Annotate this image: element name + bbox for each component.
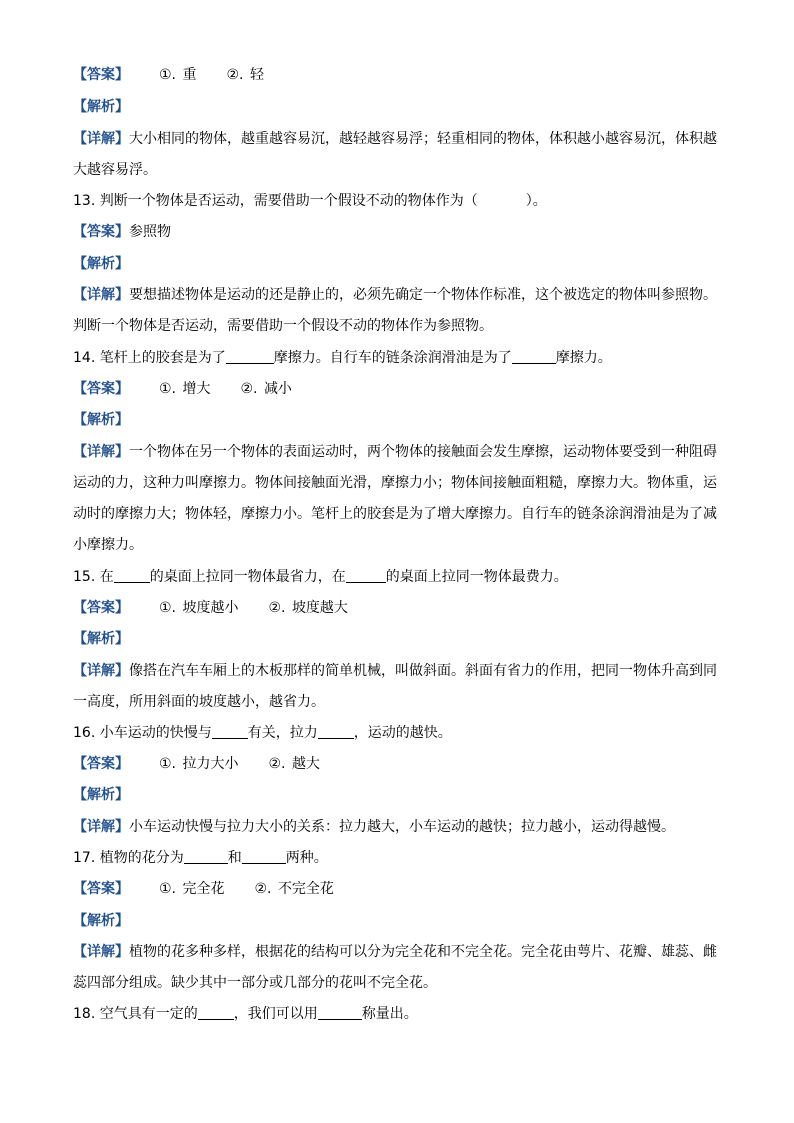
- q12-detail-line-2: [73, 161, 157, 179]
- detail-label: 【详解】: [73, 131, 129, 147]
- answer-mark-1: ①.: [159, 600, 177, 616]
- answer-1: 参照物: [129, 224, 171, 240]
- answer-mark-2: ②.: [268, 600, 286, 616]
- q14-answer-line: [73, 380, 292, 398]
- detail-label: 【详解】: [73, 444, 129, 460]
- question-text: 13. 判断一个物体是否运动，需要借助一个假设不动的物体作为（: [73, 193, 478, 209]
- question-text: 16. 小车运动的快慢与: [73, 725, 212, 741]
- detail-label: 【详解】: [73, 663, 129, 679]
- q15-answer-line: [73, 599, 348, 617]
- fill-blank: [346, 568, 386, 583]
- answer-mark-2: ②.: [226, 67, 244, 83]
- q13-analysis-line: [73, 255, 129, 273]
- answer-label: 【答案】: [73, 881, 129, 897]
- question-text: 摩擦力。自行车的链条涂润滑油是为了: [273, 350, 512, 366]
- analysis-label: 【解析】: [73, 787, 129, 803]
- question-text: 17. 植物的花分为: [73, 850, 184, 866]
- question-text: 的桌面上拉同一物体最费力。: [385, 569, 568, 585]
- answer-mark-2: ②.: [268, 756, 286, 772]
- q15-detail-line-2: [73, 693, 325, 711]
- q13-detail-line-1: [73, 286, 717, 304]
- answer-label: 【答案】: [73, 381, 129, 397]
- analysis-label: 【解析】: [73, 913, 129, 929]
- detail-text: 小摩擦力。: [73, 537, 143, 553]
- q14-detail-line-3: [73, 505, 717, 523]
- answer-mark-1: ①.: [159, 881, 177, 897]
- fill-blank: [318, 1005, 362, 1020]
- question-text: ，我们可以用: [233, 1006, 318, 1022]
- analysis-label: 【解析】: [73, 256, 129, 272]
- question-text: 有关，拉力: [247, 725, 318, 741]
- answer-1: 坡度越小: [182, 600, 239, 616]
- answer-label: 【答案】: [73, 67, 129, 83]
- q13-answer-line: [73, 223, 171, 241]
- detail-text: 大越容易浮。: [73, 162, 157, 178]
- detail-text: 判断一个物体是否运动，需要借助一个假设不动的物体作为参照物。: [73, 318, 493, 334]
- q14-stem: [73, 349, 612, 367]
- q16-analysis-line: [73, 786, 129, 804]
- q15-detail-line-1: [73, 662, 717, 680]
- question-text: ，运动的越快。: [353, 725, 452, 741]
- answer-mark-2: ②.: [240, 381, 258, 397]
- answer-label: 【答案】: [73, 756, 129, 772]
- question-text: 和: [227, 850, 242, 866]
- fill-blank: [226, 349, 274, 364]
- q16-stem: [73, 724, 452, 742]
- q14-detail-line-1: [73, 443, 717, 461]
- question-text: ）。: [525, 193, 547, 209]
- detail-label: 【详解】: [73, 944, 129, 960]
- q12-answer-line: [73, 66, 264, 84]
- answer-1: 重: [182, 67, 197, 83]
- detail-text: 运动的力，这种力叫摩擦力。物体间接触面光滑，摩擦力小；物体间接触面粗糙，摩擦力大。物体重，运: [73, 475, 717, 491]
- q15-stem: [73, 568, 568, 586]
- detail-label: 【详解】: [73, 287, 129, 303]
- answer-mark-2: ②.: [254, 881, 272, 897]
- detail-text: 蕊四部分组成。缺少其中一部分或几部分的花叫不完全花。: [73, 975, 437, 991]
- analysis-label: 【解析】: [73, 631, 129, 647]
- q14-analysis-line: [73, 411, 129, 429]
- answer-2: 不完全花: [277, 881, 334, 897]
- fill-blank: [242, 849, 286, 864]
- answer-2: 坡度越大: [291, 600, 348, 616]
- q13-detail-line-2: [73, 317, 493, 335]
- q14-detail-line-4: [73, 536, 143, 554]
- q12-detail-line-1: [73, 130, 717, 148]
- answer-1: 增大: [182, 381, 211, 397]
- q17-analysis-line: [73, 912, 129, 930]
- detail-text: 要想描述物体是运动的还是静止的，必须先确定一个物体作标准，这个被选定的物体叫参照物。: [129, 287, 717, 303]
- answer-2: 减小: [263, 381, 292, 397]
- fill-blank: [114, 568, 150, 583]
- q17-detail-line-2: [73, 974, 437, 992]
- detail-text: 植物的花多种多样，根据花的结构可以分为完全花和不完全花。完全花由萼片、花瓣、雄蕊、雌: [129, 944, 717, 960]
- question-text: 称量出。: [361, 1006, 418, 1022]
- q16-answer-line: [73, 755, 320, 773]
- question-text: 两种。: [285, 850, 328, 866]
- answer-mark-1: ①.: [159, 381, 177, 397]
- detail-text: 一高度，所用斜面的坡度越小，越省力。: [73, 694, 325, 710]
- q14-detail-line-2: [73, 474, 717, 492]
- fill-blank: [198, 1005, 234, 1020]
- detail-text: 动时的摩擦力大；物体轻，摩擦力小。笔杆上的胶套是为了增大摩擦力。自行车的链条涂润滑油是为了减: [73, 506, 717, 522]
- fill-blank: [184, 849, 228, 864]
- answer-mark-1: ①.: [159, 67, 177, 83]
- q17-detail-line-1: [73, 943, 717, 961]
- fill-blank: [212, 724, 248, 739]
- question-text: 18. 空气具有一定的: [73, 1006, 198, 1022]
- q12-analysis-line: [73, 98, 129, 116]
- answer-2: 轻: [249, 67, 264, 83]
- fill-blank: [512, 349, 556, 364]
- detail-label: 【详解】: [73, 819, 129, 835]
- answer-1: 拉力大小: [182, 756, 239, 772]
- question-text: 14. 笔杆上的胶套是为了: [73, 350, 226, 366]
- answer-2: 越大: [291, 756, 320, 772]
- answer-1: 完全花: [182, 881, 225, 897]
- question-text: 摩擦力。: [555, 350, 612, 366]
- q16-detail-line-1: [73, 818, 675, 836]
- detail-text: 像搭在汽车车厢上的木板那样的简单机械，叫做斜面。斜面有省力的作用，把同一物体升高到同: [129, 663, 717, 679]
- q13-stem: [73, 192, 547, 210]
- detail-text: 小车运动快慢与拉力大小的关系：拉力越大，小车运动的越快；拉力越小，运动得越慢。: [129, 819, 675, 835]
- question-text: 的桌面上拉同一物体最省力，在: [149, 569, 346, 585]
- detail-text: 一个物体在另一个物体的表面运动时，两个物体的接触面会发生摩擦，运动物体要受到一种阻碍: [129, 444, 717, 460]
- answer-label: 【答案】: [73, 600, 129, 616]
- answer-label: 【答案】: [73, 224, 129, 240]
- q17-stem: [73, 849, 328, 867]
- question-text: 15. 在: [73, 569, 114, 585]
- analysis-label: 【解析】: [73, 412, 129, 428]
- detail-text: 大小相同的物体，越重越容易沉，越轻越容易浮；轻重相同的物体，体积越小越容易沉，体积越: [129, 131, 717, 147]
- analysis-label: 【解析】: [73, 99, 129, 115]
- q15-analysis-line: [73, 630, 129, 648]
- answer-mark-1: ①.: [159, 756, 177, 772]
- q18-stem: [73, 1005, 418, 1023]
- fill-blank: [318, 724, 354, 739]
- q17-answer-line: [73, 880, 334, 898]
